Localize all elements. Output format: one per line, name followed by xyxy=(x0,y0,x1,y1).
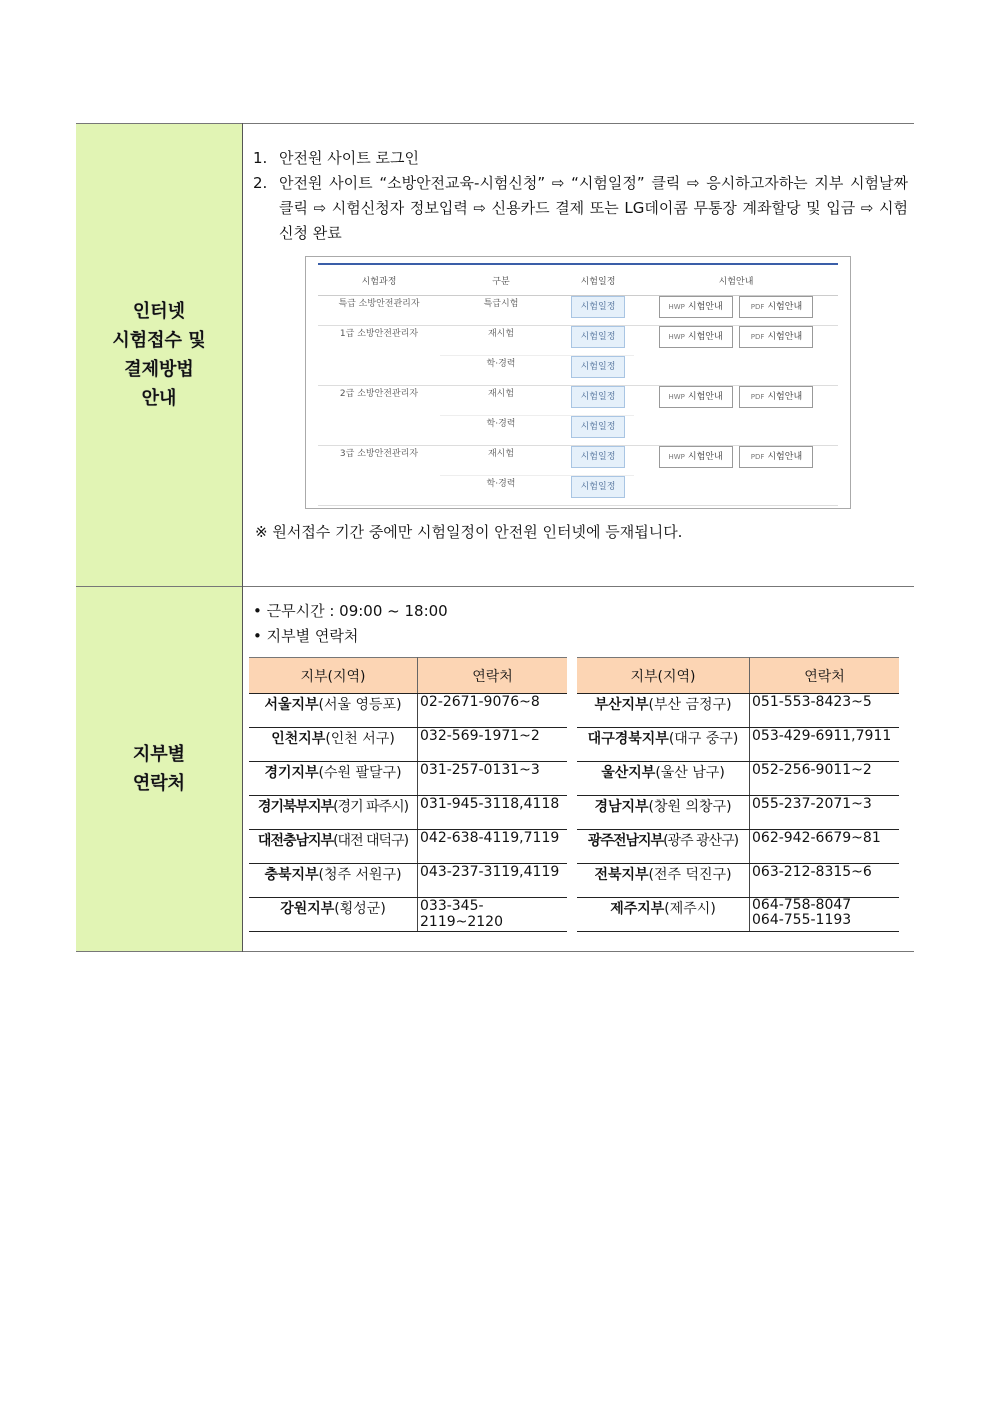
col-header: 지부(지역) xyxy=(577,658,750,694)
step-text: 안전원 사이트 “소방안전교육-시험신청” ⇨ “시험일정” 클릭 ⇨ 응시하고자하는 지부 시험날짜 클릭 ⇨ 시험신청자 정보입력 ⇨ 신용카드 결제 또는 LG데이콤 무통장 계좌할당 및 입금 ⇨ 시험신청 완료 xyxy=(279,174,908,242)
branch-cell: 충북지부(청주 서원구) xyxy=(249,864,418,898)
type-cell: 특급시험 xyxy=(440,296,562,326)
exam-schedule-table xyxy=(318,263,838,506)
contact-section-label xyxy=(76,587,243,952)
branch-cell: 경기지부(수원 팔달구) xyxy=(249,762,418,796)
phone-cell: 02-2671-9076~8 xyxy=(418,694,568,728)
step-item xyxy=(253,146,908,171)
hwp-guide-button[interactable]: HWP 시험안내 xyxy=(659,296,733,318)
col-header: 시험안내 xyxy=(634,264,838,296)
phone-cell: 064-758-8047 064-755-1193 xyxy=(750,898,900,932)
internet-section-label xyxy=(76,124,243,587)
type-cell: 재시험 xyxy=(440,326,562,356)
contact-tables xyxy=(249,657,914,932)
contact-section-row xyxy=(76,587,914,952)
table-row xyxy=(577,864,899,898)
phone-cell: 031-257-0131~3 xyxy=(418,762,568,796)
schedule-button[interactable]: 시험일정 xyxy=(571,446,625,468)
col-header: 연락처 xyxy=(418,658,568,694)
step-number: 2. xyxy=(253,174,268,192)
table-row xyxy=(318,296,838,326)
phone-cell: 053-429-6911,7911 xyxy=(750,728,900,762)
step-item xyxy=(253,171,908,246)
schedule-button[interactable]: 시험일정 xyxy=(571,296,625,318)
course-cell: 1급 소방안전관리자 xyxy=(318,326,440,386)
hwp-guide-button[interactable]: HWP 시험안내 xyxy=(659,386,733,408)
hwp-guide-button[interactable]: HWP 시험안내 xyxy=(659,326,733,348)
contact-bullets xyxy=(253,599,914,649)
type-cell: 재시험 xyxy=(440,446,562,476)
label-line: 결제방법 xyxy=(124,359,194,380)
table-row xyxy=(318,326,838,356)
phone-cell: 055-237-2071~3 xyxy=(750,796,900,830)
col-header: 구분 xyxy=(440,264,562,296)
table-row xyxy=(249,830,567,864)
pdf-guide-button[interactable]: PDF 시험안내 xyxy=(739,446,813,468)
table-row xyxy=(249,762,567,796)
internet-section-row xyxy=(76,124,914,587)
phone-cell: 042-638-4119,7119 xyxy=(418,830,568,864)
table-row xyxy=(318,446,838,476)
contact-section-content xyxy=(243,587,915,952)
pdf-guide-button[interactable]: PDF 시험안내 xyxy=(739,326,813,348)
contact-table-right xyxy=(577,657,899,932)
label-line: 안내 xyxy=(141,388,177,409)
phone-cell: 063-212-8315~6 xyxy=(750,864,900,898)
pdf-guide-button[interactable]: PDF 시험안내 xyxy=(739,386,813,408)
contact-table-left xyxy=(249,657,567,932)
course-cell: 3급 소방안전관리자 xyxy=(318,446,440,506)
schedule-button[interactable]: 시험일정 xyxy=(571,326,625,348)
steps-list xyxy=(253,146,908,246)
phone-cell: 051-553-8423~5 xyxy=(750,694,900,728)
branch-cell: 제주지부(제주시) xyxy=(577,898,750,932)
info-table xyxy=(76,123,914,952)
table-row xyxy=(249,694,567,728)
table-row xyxy=(577,694,899,728)
col-header: 시험일정 xyxy=(562,264,634,296)
table-row xyxy=(249,796,567,830)
hwp-guide-button[interactable]: HWP 시험안내 xyxy=(659,446,733,468)
schedule-button[interactable]: 시험일정 xyxy=(571,356,625,378)
type-cell: 재시험 xyxy=(440,386,562,416)
branch-cell: 서울지부(서울 영등포) xyxy=(249,694,418,728)
table-row xyxy=(577,728,899,762)
internet-section-content xyxy=(243,124,915,587)
type-cell: 학·경력 xyxy=(440,476,562,506)
branch-cell: 울산지부(울산 남구) xyxy=(577,762,750,796)
phone-cell: 043-237-3119,4119 xyxy=(418,864,568,898)
phone-cell: 062-942-6679~81 xyxy=(750,830,900,864)
col-header: 시험과정 xyxy=(318,264,440,296)
course-cell: 특급 소방안전관리자 xyxy=(318,296,440,326)
table-row xyxy=(577,830,899,864)
registration-note: ※ 원서접수 기간 중에만 시험일정이 안전원 인터넷에 등재됩니다. xyxy=(255,523,683,541)
schedule-button[interactable]: 시험일정 xyxy=(571,476,625,498)
label-line: 시험접수 및 xyxy=(112,330,206,351)
table-row xyxy=(577,898,899,932)
label-line: 연락처 xyxy=(132,773,186,794)
step-number: 1. xyxy=(253,149,268,167)
contacts-heading: • 지부별 연락처 xyxy=(253,627,359,645)
phone-cell: 032-569-1971~2 xyxy=(418,728,568,762)
table-row xyxy=(249,898,567,932)
branch-cell: 전북지부(전주 덕진구) xyxy=(577,864,750,898)
work-hours: • 근무시간 : 09:00 ~ 18:00 xyxy=(253,602,448,620)
phone-cell: 031-945-3118,4118 xyxy=(418,796,568,830)
branch-cell: 대구경북지부(대구 중구) xyxy=(577,728,750,762)
branch-cell: 광주전남지부(광주 광산구) xyxy=(577,830,750,864)
course-cell: 2급 소방안전관리자 xyxy=(318,386,440,446)
type-cell: 학·경력 xyxy=(440,356,562,386)
branch-cell: 부산지부(부산 금정구) xyxy=(577,694,750,728)
table-row xyxy=(249,864,567,898)
branch-cell: 대전충남지부(대전 대덕구) xyxy=(249,830,418,864)
branch-cell: 인천지부(인천 서구) xyxy=(249,728,418,762)
table-row xyxy=(249,728,567,762)
pdf-guide-button[interactable]: PDF 시험안내 xyxy=(739,296,813,318)
schedule-button[interactable]: 시험일정 xyxy=(571,416,625,438)
col-header: 연락처 xyxy=(750,658,900,694)
table-row xyxy=(577,762,899,796)
col-header: 지부(지역) xyxy=(249,658,418,694)
table-row xyxy=(577,796,899,830)
step-text: 안전원 사이트 로그인 xyxy=(279,149,419,167)
phone-cell: 052-256-9011~2 xyxy=(750,762,900,796)
branch-cell: 강원지부(횡성군) xyxy=(249,898,418,932)
label-line: 지부별 xyxy=(132,744,186,765)
phone-cell: 033-345-2119~2120 xyxy=(418,898,568,932)
table-row xyxy=(318,386,838,416)
branch-cell: 경기북부지부(경기 파주시) xyxy=(249,796,418,830)
schedule-button[interactable]: 시험일정 xyxy=(571,386,625,408)
website-screenshot xyxy=(305,256,851,509)
type-cell: 학·경력 xyxy=(440,416,562,446)
label-line: 인터넷 xyxy=(132,301,186,322)
branch-cell: 경남지부(창원 의창구) xyxy=(577,796,750,830)
